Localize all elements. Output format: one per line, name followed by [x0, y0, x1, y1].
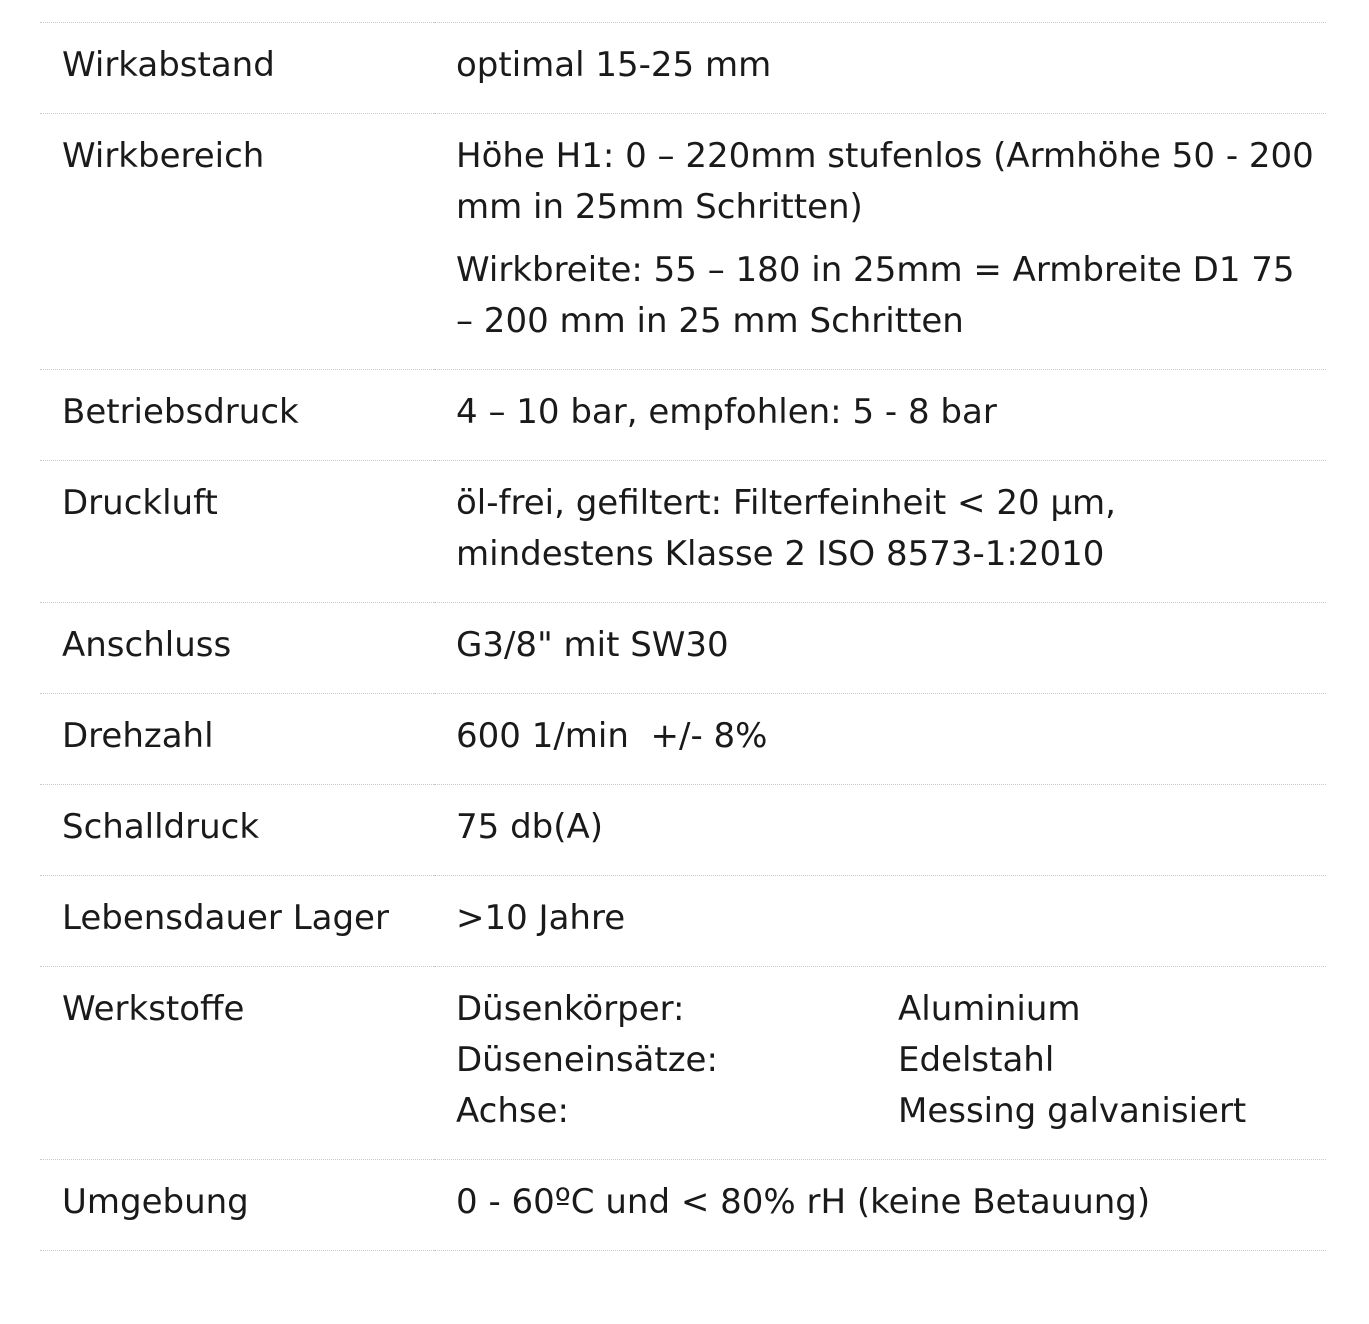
- table-row: [40, 461, 1326, 603]
- materials-list: [456, 984, 1314, 1137]
- material-name: Messing galvanisiert: [898, 1091, 1247, 1131]
- row-value: [434, 114, 1326, 370]
- table-row: [40, 785, 1326, 876]
- table-row: [40, 694, 1326, 785]
- row-label: Druckluft: [40, 461, 434, 603]
- spec-table: [40, 22, 1326, 1251]
- row-label: Schalldruck: [40, 785, 434, 876]
- material-part: Düsenkörper:: [456, 989, 685, 1029]
- table-row: [40, 967, 1326, 1160]
- value-text: Wirkbreite: 55 – 180 in 25mm = Armbreite D1 75 – 200 mm in 25 mm Schritten: [456, 250, 1295, 341]
- row-label: Lebensdauer Lager: [40, 876, 434, 967]
- row-value: [434, 876, 1326, 967]
- row-value: [434, 370, 1326, 461]
- table-row: [40, 876, 1326, 967]
- row-value: [434, 461, 1326, 603]
- value-text: 4 – 10 bar, empfohlen: 5 - 8 bar: [456, 392, 997, 432]
- value-text: 600 1/min +/- 8%: [456, 716, 768, 756]
- row-value: [434, 603, 1326, 694]
- material-name: Edelstahl: [898, 1040, 1055, 1080]
- table-row: [40, 1160, 1326, 1251]
- row-label: Umgebung: [40, 1160, 434, 1251]
- value-text: optimal 15-25 mm: [456, 45, 772, 85]
- row-value: [434, 967, 1326, 1160]
- row-label: Wirkbereich: [40, 114, 434, 370]
- value-text: >10 Jahre: [456, 898, 626, 938]
- table-row: [40, 23, 1326, 114]
- value-text: öl-frei, gefiltert: Filterfeinheit < 20 µm, mindestens Klasse 2 ISO 8573-1:2010: [456, 483, 1116, 574]
- row-value: [434, 23, 1326, 114]
- value-text: G3/8" mit SW30: [456, 625, 729, 665]
- material-name: Aluminium: [898, 989, 1081, 1029]
- row-value: [434, 1160, 1326, 1251]
- table-row: [40, 114, 1326, 370]
- row-label: Anschluss: [40, 603, 434, 694]
- row-label: Wirkabstand: [40, 23, 434, 114]
- row-label: Betriebsdruck: [40, 370, 434, 461]
- row-label: Werkstoffe: [40, 967, 434, 1160]
- value-text: 0 - 60ºC und < 80% rH (keine Betauung): [456, 1182, 1151, 1222]
- row-value: [434, 694, 1326, 785]
- row-label: Drehzahl: [40, 694, 434, 785]
- table-row: [40, 370, 1326, 461]
- table-row: [40, 603, 1326, 694]
- material-part: Achse:: [456, 1091, 569, 1131]
- row-value: [434, 785, 1326, 876]
- material-part: Düseneinsätze:: [456, 1040, 718, 1080]
- value-text: Höhe H1: 0 – 220mm stufenlos (Armhöhe 50 - 200 mm in 25mm Schritten): [456, 136, 1314, 227]
- value-text: 75 db(A): [456, 807, 604, 847]
